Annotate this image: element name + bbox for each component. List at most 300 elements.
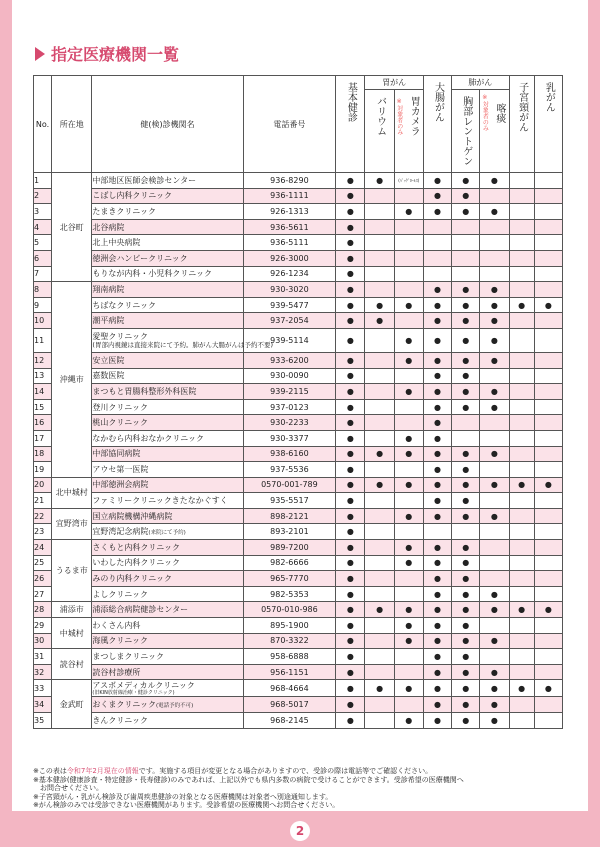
exam-mark [534, 282, 562, 298]
header-breast [534, 76, 562, 173]
exam-mark [534, 250, 562, 266]
exam-mark: ● [423, 713, 451, 729]
table-row [34, 219, 563, 235]
exam-mark [423, 250, 451, 266]
exam-mark: ● [480, 328, 509, 352]
exam-mark [509, 697, 534, 713]
exam-mark [534, 586, 562, 602]
row-number: 17 [34, 430, 52, 446]
header-xray [452, 90, 480, 173]
exam-mark [365, 328, 394, 352]
exam-mark [534, 555, 562, 571]
table-row [34, 477, 563, 493]
exam-mark [509, 352, 534, 368]
row-number: 34 [34, 697, 52, 713]
table-row [34, 555, 563, 571]
exam-mark [480, 415, 509, 431]
exam-mark: ● [423, 697, 451, 713]
exam-mark: ● [365, 313, 394, 329]
phone-number: 939-2115 [243, 384, 336, 400]
exam-mark [365, 266, 394, 282]
note-1-pre: ※この表は [33, 767, 67, 775]
exam-mark [394, 493, 423, 509]
exam-mark [365, 633, 394, 649]
phone-number: 936-5611 [243, 219, 336, 235]
exam-mark: ● [480, 680, 509, 697]
exam-mark: ● [452, 618, 480, 634]
institution-name [92, 266, 243, 282]
exam-mark: ● [394, 680, 423, 697]
exam-mark [534, 352, 562, 368]
exam-mark [534, 313, 562, 329]
exam-mark [365, 250, 394, 266]
exam-mark [365, 235, 394, 251]
phone-number: 893-2101 [243, 524, 336, 540]
institution-name-text: なかむら内科おなかクリニック [92, 433, 204, 443]
exam-mark [509, 571, 534, 587]
header-camera [394, 90, 423, 173]
exam-mark: ● [480, 446, 509, 462]
exam-mark [509, 649, 534, 665]
institution-name [92, 618, 243, 634]
exam-mark [534, 415, 562, 431]
exam-mark: ● [336, 446, 365, 462]
row-number: 23 [34, 524, 52, 540]
institution-name-text: いわした内科クリニック [92, 558, 180, 568]
exam-mark: ● [452, 586, 480, 602]
header-sputum-note: ※対象者のみ [481, 94, 489, 131]
exam-mark [394, 250, 423, 266]
exam-mark: ● [452, 399, 480, 415]
institution-name-text: おくまクリニック [92, 700, 156, 710]
exam-mark [509, 493, 534, 509]
exam-mark: ● [394, 446, 423, 462]
institution-name-text: こばし内科クリニック [92, 191, 172, 201]
page-number: 2 [290, 821, 310, 841]
phone-number: 936-5111 [243, 235, 336, 251]
exam-mark: ● [423, 446, 451, 462]
phone-number: 939-5477 [243, 297, 336, 313]
exam-mark [509, 524, 534, 540]
area-cell: 読谷村 [52, 649, 92, 680]
exam-mark [452, 266, 480, 282]
exam-mark [534, 446, 562, 462]
exam-mark: ● [336, 282, 365, 298]
row-number: 18 [34, 446, 52, 462]
medical-institution-table [33, 75, 563, 729]
table-row [34, 586, 563, 602]
institution-name-text: きんクリニック [92, 715, 148, 725]
phone-number: 965-7770 [243, 571, 336, 587]
exam-mark: ● [336, 415, 365, 431]
exam-mark [452, 250, 480, 266]
exam-mark: ● [480, 399, 509, 415]
exam-mark: ● [452, 297, 480, 313]
exam-mark [509, 540, 534, 556]
exam-mark: ● [336, 297, 365, 313]
row-number: 13 [34, 368, 52, 384]
exam-mark [365, 697, 394, 713]
exam-mark [534, 328, 562, 352]
exam-mark [509, 219, 534, 235]
exam-mark: ● [423, 664, 451, 680]
exam-mark: ● [452, 571, 480, 587]
exam-mark: ● [534, 477, 562, 493]
table-row [34, 633, 563, 649]
phone-number: 930-3020 [243, 282, 336, 298]
exam-mark: ● [336, 430, 365, 446]
institution-name-text: わくさん内科 [92, 620, 141, 630]
exam-mark [394, 313, 423, 329]
exam-mark: ● [423, 368, 451, 384]
exam-mark [480, 430, 509, 446]
exam-mark [480, 524, 509, 540]
exam-mark: ● [336, 384, 365, 400]
institution-name-text: 登川クリニック [92, 402, 148, 412]
exam-mark: ● [336, 173, 365, 189]
institution-name [92, 313, 243, 329]
left-pink-border [0, 0, 12, 847]
row-number: 21 [34, 493, 52, 509]
phone-number: 982-6666 [243, 555, 336, 571]
exam-mark: ● [336, 328, 365, 352]
camera-note: (ﾊﾞｯｸﾞﾛｰﾙｽ) [398, 178, 420, 184]
exam-mark: ● [336, 188, 365, 204]
row-number: 32 [34, 664, 52, 680]
table-row [34, 697, 563, 713]
institution-name-text: 宜野湾記念病院 [92, 527, 149, 537]
exam-mark: ● [365, 297, 394, 313]
row-number: 14 [34, 384, 52, 400]
exam-mark: ● [423, 602, 451, 618]
exam-mark [509, 328, 534, 352]
table-row [34, 188, 563, 204]
exam-mark: ● [365, 680, 394, 697]
institution-name-text: 嘉数医院 [92, 371, 125, 381]
phone-number: 870-3322 [243, 633, 336, 649]
institution-name-text: 読谷村診療所 [92, 667, 141, 677]
exam-mark [534, 571, 562, 587]
exam-mark [423, 266, 451, 282]
exam-mark: ● [423, 384, 451, 400]
exam-mark [534, 697, 562, 713]
row-number: 12 [34, 352, 52, 368]
row-number: 31 [34, 649, 52, 665]
institution-name [92, 204, 243, 220]
header-cervical-text: 子宮頸がん [516, 82, 528, 132]
exam-mark: ● [365, 446, 394, 462]
institution-name [92, 446, 243, 462]
exam-mark: ● [480, 508, 509, 524]
exam-mark [534, 384, 562, 400]
table-row [34, 571, 563, 587]
exam-mark: ● [423, 352, 451, 368]
exam-mark: ● [336, 633, 365, 649]
exam-mark: ● [452, 462, 480, 478]
exam-mark: ● [509, 477, 534, 493]
exam-mark [534, 540, 562, 556]
exam-mark [480, 618, 509, 634]
exam-mark [394, 586, 423, 602]
area-cell: 中城村 [52, 618, 92, 649]
exam-mark: ● [480, 586, 509, 602]
header-xray-text: 胸部レントゲン [460, 96, 472, 166]
exam-mark [452, 524, 480, 540]
institution-name-text: 潮平病院 [92, 316, 125, 326]
table-row [34, 352, 563, 368]
phone-number: 895-1900 [243, 618, 336, 634]
exam-mark [365, 571, 394, 587]
exam-mark [509, 368, 534, 384]
institution-name [92, 555, 243, 571]
row-number: 6 [34, 250, 52, 266]
exam-mark: ● [480, 352, 509, 368]
exam-mark [480, 266, 509, 282]
table-row [34, 173, 563, 189]
exam-mark [509, 713, 534, 729]
exam-mark: ● [336, 250, 365, 266]
exam-mark: ● [423, 633, 451, 649]
table-row [34, 384, 563, 400]
header-no: No. [34, 76, 52, 173]
exam-mark [394, 399, 423, 415]
row-number: 8 [34, 282, 52, 298]
table-row [34, 508, 563, 524]
row-number: 5 [34, 235, 52, 251]
exam-mark [365, 384, 394, 400]
phone-number: 937-0123 [243, 399, 336, 415]
phone-number: 926-1313 [243, 204, 336, 220]
exam-mark: ● [394, 328, 423, 352]
exam-mark [365, 399, 394, 415]
exam-mark [534, 508, 562, 524]
phone-number: 933-6200 [243, 352, 336, 368]
institution-name-text: 海風クリニック [92, 636, 148, 646]
phone-number: 0570-010-986 [243, 602, 336, 618]
table-row [34, 282, 563, 298]
institution-name-text: 桃山クリニック [92, 418, 148, 428]
institution-name-text: 安立医院 [92, 355, 125, 365]
institution-name-text: アウセ第一医院 [92, 464, 149, 474]
institution-name [92, 540, 243, 556]
exam-mark: ● [336, 352, 365, 368]
header-breast-text: 乳がん [543, 82, 555, 112]
exam-mark: ● [394, 430, 423, 446]
institution-name [92, 524, 243, 540]
institution-name-text: 徳洲会ハンビークリニック [92, 253, 188, 263]
exam-mark [365, 618, 394, 634]
exam-mark [365, 430, 394, 446]
exam-mark: ● [394, 352, 423, 368]
exam-mark [365, 352, 394, 368]
table-body [34, 173, 563, 729]
exam-mark [452, 235, 480, 251]
exam-mark [480, 250, 509, 266]
exam-mark [480, 571, 509, 587]
exam-mark: ● [480, 384, 509, 400]
phone-number: 926-3000 [243, 250, 336, 266]
institution-name-text: 北上中央病院 [92, 238, 141, 248]
exam-mark: ● [452, 384, 480, 400]
exam-mark [509, 188, 534, 204]
exam-mark: ● [534, 602, 562, 618]
table-row [34, 618, 563, 634]
row-number: 11 [34, 328, 52, 352]
exam-mark: ● [336, 664, 365, 680]
exam-mark [534, 618, 562, 634]
institution-name [92, 649, 243, 665]
exam-mark: ● [336, 508, 365, 524]
exam-mark: ● [394, 508, 423, 524]
exam-mark: ● [423, 680, 451, 697]
institution-note: (来院にて予約) [148, 530, 186, 537]
exam-mark: ● [452, 633, 480, 649]
area-cell: 北谷町 [52, 173, 92, 282]
exam-mark: ● [423, 462, 451, 478]
exam-mark: ● [394, 204, 423, 220]
exam-mark: ● [423, 173, 451, 189]
exam-mark: ● [394, 555, 423, 571]
table-row [34, 266, 563, 282]
exam-mark [394, 173, 423, 189]
row-number: 35 [34, 713, 52, 729]
row-number: 33 [34, 680, 52, 697]
institution-name-text: さくもと内科クリニック [92, 542, 180, 552]
phone-number: 936-8290 [243, 173, 336, 189]
exam-mark: ● [336, 555, 365, 571]
institution-name [92, 713, 243, 729]
exam-mark: ● [452, 649, 480, 665]
exam-mark [509, 235, 534, 251]
institution-name-text: まつしまクリニック [92, 652, 164, 662]
area-cell: 北中城村 [52, 477, 92, 508]
institution-name-text: 浦添総合病院健診センター [92, 605, 189, 615]
header-cervical [509, 76, 534, 173]
institution-name [92, 384, 243, 400]
exam-mark: ● [336, 524, 365, 540]
exam-mark: ● [480, 297, 509, 313]
note-2: ※基本健診(健康診査・特定健診・長寿健診)のみであれば、上記以外でも県内多数の病院で受けることができます。受診希望の医療機関へ [33, 775, 464, 784]
exam-mark: ● [423, 477, 451, 493]
exam-mark: ● [423, 618, 451, 634]
institution-note: (胃部内視鏡は直接来院にて予約。肺がん大腸がんは予約不要) [92, 341, 273, 350]
institution-name-text: たまきクリニック [92, 206, 156, 216]
exam-mark [534, 524, 562, 540]
institution-name [92, 462, 243, 478]
institution-name [92, 188, 243, 204]
institution-name-text: まつもと胃腸科整形外科医院 [92, 386, 197, 396]
exam-mark [509, 446, 534, 462]
right-pink-border [588, 0, 600, 847]
exam-mark: ● [394, 384, 423, 400]
exam-mark [480, 235, 509, 251]
table-row [34, 462, 563, 478]
institution-name-text: ファミリークリニックきたなかぐすく [92, 496, 228, 506]
exam-mark: ● [452, 697, 480, 713]
exam-mark: ● [423, 430, 451, 446]
exam-mark [480, 368, 509, 384]
exam-mark [365, 282, 394, 298]
institution-name [92, 297, 243, 313]
exam-mark: ● [452, 508, 480, 524]
phone-number: 937-5536 [243, 462, 336, 478]
header-barium [365, 90, 394, 173]
institution-name [92, 633, 243, 649]
triangle-bullet-icon [35, 47, 45, 61]
exam-mark [423, 524, 451, 540]
exam-mark [394, 282, 423, 298]
table-row [34, 204, 563, 220]
phone-number: 989-7200 [243, 540, 336, 556]
exam-mark: ● [452, 282, 480, 298]
exam-mark: ● [336, 571, 365, 587]
header-camera-note: ※対象者のみ [395, 97, 403, 135]
exam-mark [534, 204, 562, 220]
exam-mark [534, 235, 562, 251]
phone-number: 937-2054 [243, 313, 336, 329]
phone-number: 930-3377 [243, 430, 336, 446]
institution-name [92, 282, 243, 298]
exam-mark [365, 493, 394, 509]
exam-mark [509, 633, 534, 649]
phone-number: 958-6888 [243, 649, 336, 665]
table-row [34, 680, 563, 697]
exam-mark [509, 555, 534, 571]
exam-mark [365, 713, 394, 729]
institution-name-text: 翔南病院 [92, 284, 125, 294]
exam-mark: ● [336, 586, 365, 602]
header-stomach-group: 胃がん [365, 76, 423, 90]
exam-mark [365, 524, 394, 540]
exam-mark [365, 462, 394, 478]
phone-number: 939-5114 [243, 328, 336, 352]
row-number: 3 [34, 204, 52, 220]
exam-mark [509, 250, 534, 266]
exam-mark: ● [480, 664, 509, 680]
exam-mark [534, 462, 562, 478]
exam-mark: ● [480, 282, 509, 298]
exam-mark: ● [394, 618, 423, 634]
exam-mark [509, 173, 534, 189]
note-4: ※がん検診のみでは受診できない医療機関があります。受診希望の医療機関へお問合せください。 [33, 801, 340, 810]
phone-number: 935-5517 [243, 493, 336, 509]
exam-mark: ● [509, 297, 534, 313]
institution-name-text: 愛聖クリニック [92, 332, 148, 342]
exam-mark: ● [480, 477, 509, 493]
institution-name [92, 368, 243, 384]
exam-mark [534, 493, 562, 509]
phone-number: 898-2121 [243, 508, 336, 524]
area-cell: 浦添市 [52, 602, 92, 618]
exam-mark [365, 586, 394, 602]
exam-mark: ● [423, 493, 451, 509]
institution-note: (電話予約不可) [155, 703, 194, 710]
exam-mark: ● [452, 493, 480, 509]
institution-name-text: 中部地区医師会検診センター [92, 175, 197, 185]
exam-mark: ● [452, 368, 480, 384]
institution-name [92, 352, 243, 368]
exam-mark: ● [509, 680, 534, 697]
institution-name-text: 中部徳洲会病院 [92, 480, 149, 490]
exam-mark [534, 399, 562, 415]
exam-mark [509, 399, 534, 415]
institution-name [92, 399, 243, 415]
exam-mark [509, 664, 534, 680]
exam-mark: ● [423, 586, 451, 602]
exam-mark [509, 508, 534, 524]
table-row [34, 313, 563, 329]
table-row [34, 328, 563, 352]
